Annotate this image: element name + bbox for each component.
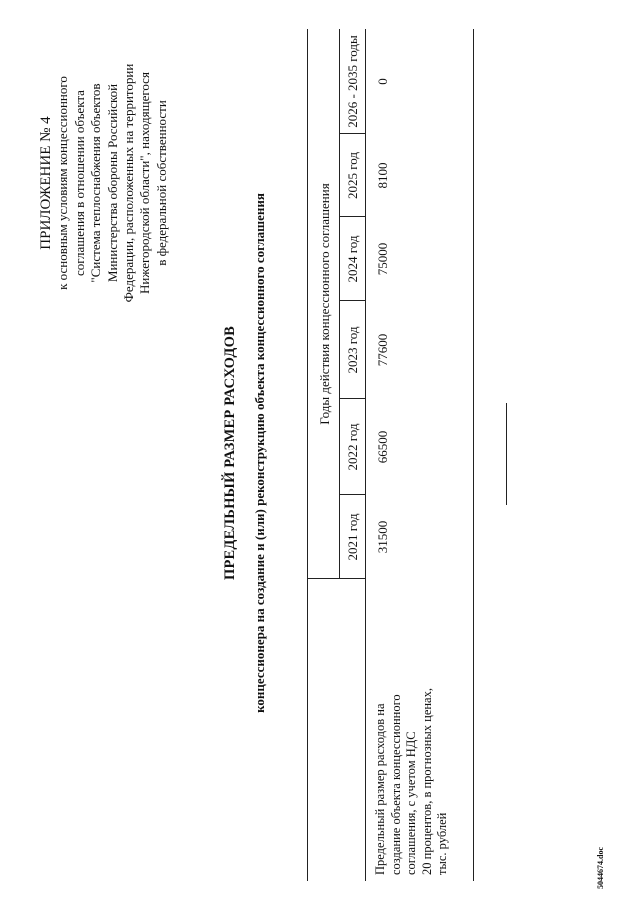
appendix-block <box>38 33 170 333</box>
appendix-line: Нижегородской области", находящегося <box>137 72 153 294</box>
row-label-line: 20 процентов, в прогнозных ценах, <box>419 688 434 875</box>
table-bottom-rule <box>473 29 474 881</box>
value-2026-2035: 0 <box>375 78 390 85</box>
header-bottom-rule <box>365 29 366 881</box>
year-header-2022: 2022 год <box>345 423 360 471</box>
group-header-rule <box>339 29 340 579</box>
year-header-2021: 2021 год <box>345 513 360 561</box>
year-header-2025: 2025 год <box>345 152 360 199</box>
appendix-line: Федерации, расположенных на территории <box>121 63 137 303</box>
year-header-2026-2035: 2026 - 2035 годы <box>345 35 360 128</box>
row-label-line: тыс. рублей <box>435 812 449 875</box>
value-2021: 31500 <box>375 520 390 554</box>
year-header-2024: 2024 год <box>345 235 360 283</box>
signature-line <box>506 403 507 505</box>
value-2022: 66500 <box>375 430 390 464</box>
document-title: ПРЕДЕЛЬНЫЙ РАЗМЕР РАСХОДОВ <box>222 326 238 580</box>
table-top-rule <box>307 29 308 881</box>
row-label-line: Предельный размер расходов на <box>373 703 387 875</box>
expense-limit-table <box>305 29 475 881</box>
value-2023: 77600 <box>375 333 390 367</box>
row-label <box>373 625 451 875</box>
appendix-line: в федеральной собственности <box>153 100 169 266</box>
document-subtitle: концессионера на создание и (или) реконструкцию объекта концессионного соглашения <box>252 193 267 713</box>
group-header: Годы действия концессионного соглашения <box>317 183 332 425</box>
appendix-line: Министерства обороны Российской <box>104 83 120 283</box>
appendix-line: соглашения в отношении объекта <box>71 90 87 276</box>
row-label-line: соглашения, с учетом НДС <box>404 731 418 875</box>
appendix-line: "Система теплоснабжения объектов <box>88 83 104 283</box>
year-header-2023: 2023 год <box>345 326 360 374</box>
row-label-line: создание объекта концессионного <box>388 694 403 875</box>
value-2025: 8100 <box>375 162 390 189</box>
appendix-heading: ПРИЛОЖЕНИЕ № 4 <box>38 116 54 250</box>
appendix-line: к основным условиям концессионного <box>55 76 71 290</box>
value-2024: 75000 <box>375 242 390 276</box>
document-number: 5044674.doc <box>596 847 605 889</box>
